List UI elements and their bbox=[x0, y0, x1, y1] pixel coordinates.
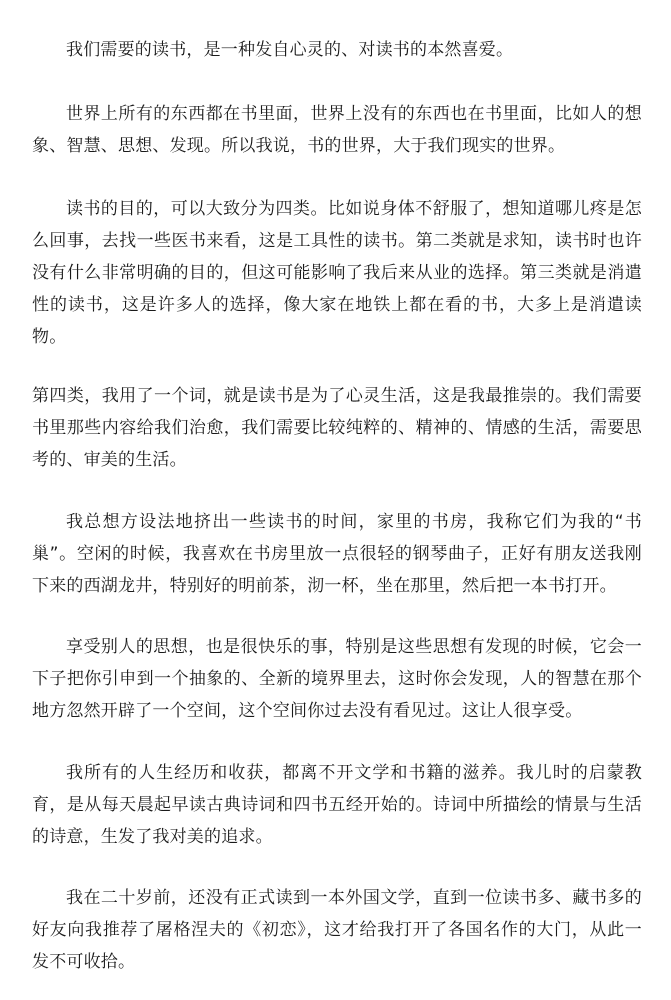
paragraph-2: 世界上所有的东西都在书里面，世界上没有的东西也在书里面，比如人的想象、智慧、思想、发现。所以我说，书的世界，大于我们现实的世界。 bbox=[32, 104, 642, 156]
paragraph-6: 享受别人的思想，也是很快乐的事，特别是这些思想有发现的时候，它会一下子把你引申到一个抽象的、全新的境界里去，这时你会发现，人的智慧在那个地方忽然开辟了一个空间，这个空间你过去没有看见过。这让人很享受。 bbox=[32, 637, 642, 721]
paragraph-4: 第四类，我用了一个词，就是读书是为了心灵生活，这是我最推崇的。我们需要书里那些内容给我们治愈，我们需要比较纯粹的、精神的、情感的生活，需要思考的、审美的生活。 bbox=[32, 386, 642, 470]
paragraph-1: 我们需要的读书，是一种发自心灵的、对读书的本然喜爱。 bbox=[66, 40, 514, 60]
paragraph-7: 我所有的人生经历和收获，都离不开文学和书籍的滋养。我儿时的启蒙教育，是从每天晨起早读古典诗词和四书五经开始的。诗词中所描绘的情景与生活的诗意，生发了我对美的追求。 bbox=[32, 763, 642, 847]
paragraph-5: 我总想方设法地挤出一些读书的时间，家里的书房，我称它们为我的“书巢”。空闲的时候，我喜欢在书房里放一点很轻的钢琴曲子，正好有朋友送我刚下来的西湖龙井，特别好的明前茶，沏一杯，坐在那里，然后把一本书打开。 bbox=[32, 512, 642, 596]
paragraph-3: 读书的目的，可以大致分为四类。比如说身体不舒服了，想知道哪儿疼是怎么回事，去找一些医书来看，这是工具性的读书。第二类就是求知，读书时也许没有什么非常明确的目的，但这可能影响了我后来从业的选择。第三类就是消遣性的读书，这是许多人的选择，像大家在地铁上都在看的书，大多上是消遣读物。 bbox=[32, 199, 642, 347]
paragraph-8: 我在二十岁前，还没有正式读到一本外国文学，直到一位读书多、藏书多的好友向我推荐了屠格涅夫的《初恋》，这才给我打开了各国名作的大门，从此一发不可收拾。 bbox=[32, 888, 642, 972]
